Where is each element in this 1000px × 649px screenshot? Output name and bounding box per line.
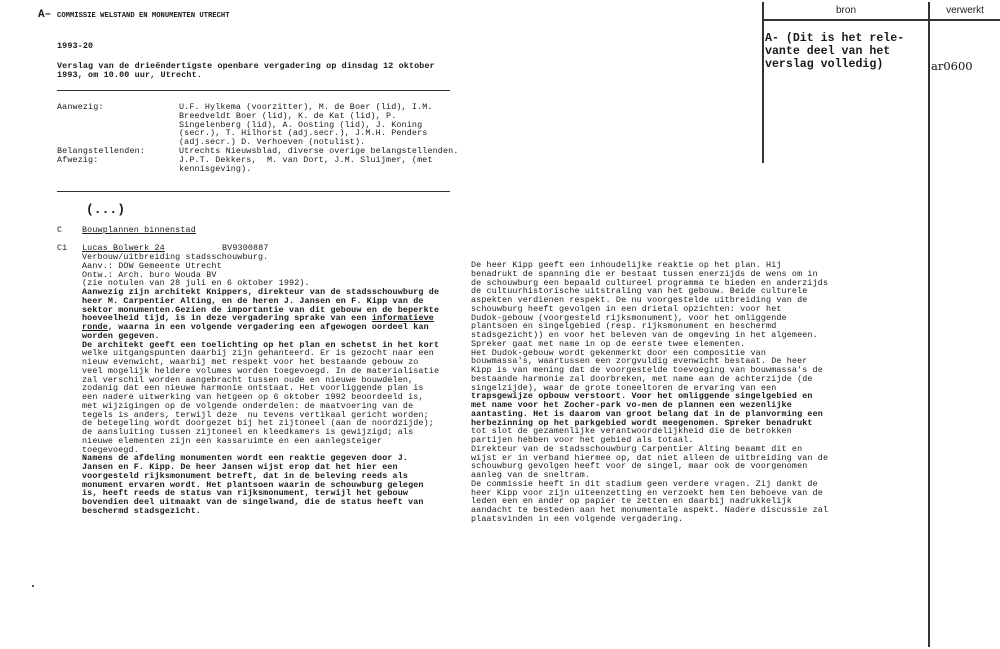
body-line: Kipp is van mening dat de voorgestelde toevoeging van bouwmassa's de bbox=[471, 365, 823, 375]
header-divider bbox=[57, 90, 450, 91]
present-label: Aanwezig: bbox=[57, 102, 104, 112]
body-line: veel mogelijk heldere volumes worden toegevoegd. In de materialisatie bbox=[82, 365, 440, 376]
body-line: nieuw evenwicht, waarbij met respekt voor het bestaande gebouw zo bbox=[82, 357, 419, 367]
body-line: toegevoegd. bbox=[82, 444, 139, 455]
body-line: bovendien deel uitmaakt van de singelwand, die de status heeft van bbox=[82, 497, 424, 507]
body-line: aantasting. Het is daarom van groot belang dat in de planvorming een bbox=[471, 408, 823, 419]
body-line: de cultuurhistorische uitstraling van het gebouw. Beide culturele bbox=[471, 286, 808, 297]
body-line: nieuwe elementen zijn een kassaruimte en een aanlegsteiger bbox=[82, 435, 383, 446]
body-line: stadsgezicht)) en voor het beleven van de omgeving in het algemeen. bbox=[471, 330, 818, 340]
body-line: Het Dudok-gebouw wordt gekenmerkt door een compositie van bbox=[471, 347, 767, 358]
stakeholders-list: Utrechts Nieuwsblad, diverse overige belangstellenden. bbox=[179, 146, 459, 156]
present-list bbox=[179, 103, 433, 147]
emphasis-text: informatieve bbox=[371, 313, 434, 324]
body-line: plaatsvinden in een volgende vergadering. bbox=[471, 513, 684, 524]
panel-divider bbox=[928, 2, 930, 647]
body-line: welke uitgangspunten daarbij zijn gehanteerd. Er is gezocht naar een bbox=[82, 348, 434, 359]
body-line: benadrukt de spanning die er bestaat tussen enerzijds de wens om in bbox=[471, 268, 818, 279]
body-line: partijen hebben voor het gebied als totaal. bbox=[471, 435, 694, 445]
body-line: De architekt geeft een toelichting op het plan en schetst in het kort bbox=[82, 339, 440, 350]
present-line: U.F. Hylkema (voorzitter), M. de Boer (lid), I.M. bbox=[179, 102, 433, 112]
bron-note-line: A- (Dit is het rele- bbox=[765, 32, 905, 45]
body-line: voorgesteld rijksmonument betreft, dat in de beleving reeds als bbox=[82, 470, 409, 481]
body-line: worden gegeven. bbox=[82, 330, 160, 341]
body-line: een nadere uitwerking van hetgeen op 6 oktober 1992 beoordeeld is, bbox=[82, 392, 424, 402]
emphasis-text: ronde bbox=[82, 322, 108, 332]
present-line: (adj.secr.) D. Verhoeven (notulist). bbox=[179, 137, 366, 147]
body-line: Jansen en F. Kipp. De heer Jansen wijst erop dat het hier een bbox=[82, 462, 398, 472]
absent-line: J.P.T. Dekkers, M. van Dort, J.M. Sluijmer, (met bbox=[179, 155, 433, 165]
present-line: (secr.), T. Hilhorst (adj.secr.), J.M.H. Penders bbox=[179, 128, 428, 139]
body-line: plantsoen en singelgebied (resp. rijksmonument en beschermd bbox=[471, 321, 777, 332]
panel-header-rule bbox=[762, 19, 1000, 21]
body-line: de betegeling wordt doorgezet bij het zijtoneel (aan de noordzijde); bbox=[82, 418, 434, 429]
body-line: tegels is anders, terwijl deze nu tevens vertikaal gericht worden; bbox=[82, 409, 429, 420]
body-line: De commissie heeft in dit stadium geen verdere vragen. Zij dankt de bbox=[471, 478, 818, 489]
body-line: is, heeft reeds de status van rijksmonument, terwijl het gebouw bbox=[82, 488, 409, 499]
column-header-verwerkt: verwerkt bbox=[946, 5, 984, 16]
absent-label: Afwezig: bbox=[57, 155, 99, 165]
body-line: tot slot de gezamenlijke verantwoordelijkheid die de betrokken bbox=[471, 426, 792, 437]
body-line: heer Kipp voor zijn uiteenzetting en verzoekt hem ten behoeve van de bbox=[471, 487, 823, 498]
item-reference: BV9300887 bbox=[222, 243, 269, 253]
body-line: Spreker gaat met name in op de eerste twee elementen. bbox=[471, 338, 746, 349]
body-line: met wijzigingen op de volgende onderdelen: de maatvoering van de bbox=[82, 400, 414, 411]
present-line: Breedveldt Boer (lid), K. de Kat (lid), P. bbox=[179, 110, 397, 121]
body-line: zal verschil worden aangebracht tussen oude en nieuwe bouwdelen, bbox=[82, 374, 414, 385]
body-line: Verbouw/uitbreiding stadsschouwburg. bbox=[82, 252, 269, 262]
verwerkt-code: ar0600 bbox=[931, 59, 973, 73]
body-line: Aanwezig zijn architekt Knippers, direkteur van de stadsschouwburg de bbox=[82, 287, 440, 297]
body-line: met name voor het Zocher-park vo-men de plannen een wezenlijke bbox=[471, 400, 792, 410]
body-line: singelzijde), waar de grote toneeltoren de ervaring van een bbox=[471, 382, 777, 393]
body-line: (zie notulen van 28 juli en 6 oktober 1992). bbox=[82, 278, 310, 289]
body-line: de schouwburg een bepaald cultureel programma te bieden en anderzijds bbox=[471, 277, 829, 288]
meeting-title-line: Verslag van de drieëndertigste openbare vergadering op dinsdag 12 oktober bbox=[57, 61, 435, 71]
body-line: herbezinning op het parkgebied wordt meegenomen. Spreker benadrukt bbox=[471, 417, 813, 428]
body-text: , waarna in een volgende vergadering een afgewogen oordeel kan bbox=[107, 322, 429, 332]
absent-list bbox=[179, 156, 433, 174]
panel-left-border bbox=[762, 2, 764, 163]
body-line: leden een en ander op papier te zetten en daarbij nadrukkelijk bbox=[471, 496, 792, 507]
bron-note-line: verslag volledig) bbox=[765, 58, 884, 71]
body-line: Ontw.: Arch. buro Wouda BV bbox=[82, 269, 217, 280]
column-header-bron: bron bbox=[835, 5, 856, 16]
body-line: de aansluiting tussen zijtoneel en kleedkamers is gewijzigd; als bbox=[82, 427, 414, 437]
item-code: C1 bbox=[57, 243, 68, 253]
body-line: Dudok-gebouw (voorgesteld rijksmonument), voor het omliggende bbox=[471, 312, 787, 323]
section-code: C bbox=[57, 225, 63, 235]
body-line: Direkteur van de stadsschouwburg Carpentier Alting beaamt dit en bbox=[471, 443, 803, 454]
item-body bbox=[82, 253, 439, 516]
body-line: monument ervaren wordt. Het plantsoen waarin de schouwburg gelegen bbox=[82, 479, 424, 490]
body-line: Aanv.: DOW Gemeente Utrecht bbox=[82, 260, 222, 271]
body-line: schouwburg heeft gevolgen in een drietal opzichten: voor het bbox=[471, 303, 782, 314]
body-line: bestaande harmonie zal doorbreken, met name aan de achterzijde (de bbox=[471, 373, 813, 384]
body-line: aandacht te besteden aan het monumentale aspekt. Nadere discussie zal bbox=[471, 505, 829, 515]
omission-marker: (...) bbox=[86, 202, 126, 217]
body-line: trapsgewijze opbouw verstoort. Voor het omliggende singelgebied en bbox=[471, 391, 813, 402]
stakeholders-label: Belangstellenden: bbox=[57, 146, 145, 156]
attendance-divider bbox=[57, 191, 450, 192]
meeting-title bbox=[57, 62, 435, 80]
scan-speck bbox=[32, 585, 34, 587]
present-line: Singelenberg (lid), A. Oosting (lid), J. Koning bbox=[179, 119, 423, 130]
item-address: Lucas Bolwerk 24 bbox=[82, 243, 165, 253]
section-marker: A– bbox=[38, 9, 52, 21]
body-line: bouwmassa's, waartussen een zorgvuldig evenwicht bestaat. De heer bbox=[471, 356, 808, 367]
document-number: 1993-20 bbox=[57, 41, 94, 51]
bron-note bbox=[765, 32, 904, 71]
body-line: schouwburg gevolgen heeft voor de singel, maar ook de voorgenomen bbox=[471, 461, 808, 472]
meeting-title-line: 1993, om 10.00 uur, Utrecht. bbox=[57, 69, 202, 80]
absent-line: kennisgeving). bbox=[179, 163, 252, 174]
body-line: sektor monumenten.Gezien de importantie van dit gebouw en de beperkte bbox=[82, 304, 440, 315]
body-line: aanleg van de sneltram. bbox=[471, 470, 591, 480]
body-line: zodanig dat een nieuwe harmonie ontstaat. Het voorliggende plan is bbox=[82, 383, 424, 394]
body-line: Namens de afdeling monumenten wordt een reaktie gegeven door J. bbox=[82, 453, 409, 464]
body-line: aspekten verdienen respekt. De nu voorgestelde uitbreiding van de bbox=[471, 295, 808, 305]
body-line: wijst er in verband hiermee op, dat niet alleen de uitbreiding van de bbox=[471, 452, 829, 463]
organization-title: COMMISSIE WELSTAND EN MONUMENTEN UTRECHT bbox=[57, 12, 230, 20]
body-line: De heer Kipp geeft een inhoudelijke reaktie op het plan. Hij bbox=[471, 260, 782, 270]
bron-note-line: vante deel van het bbox=[765, 45, 891, 58]
right-column-text bbox=[471, 261, 828, 524]
body-line: beschermd stadsgezicht. bbox=[82, 505, 202, 516]
body-text: hoeveelheid tijd, is in deze vergadering sprake van een bbox=[82, 313, 372, 324]
body-line: heer M. Carpentier Alting, en de heren J. Jansen en F. Kipp van de bbox=[82, 295, 424, 306]
section-title: Bouwplannen binnenstad bbox=[82, 225, 196, 235]
